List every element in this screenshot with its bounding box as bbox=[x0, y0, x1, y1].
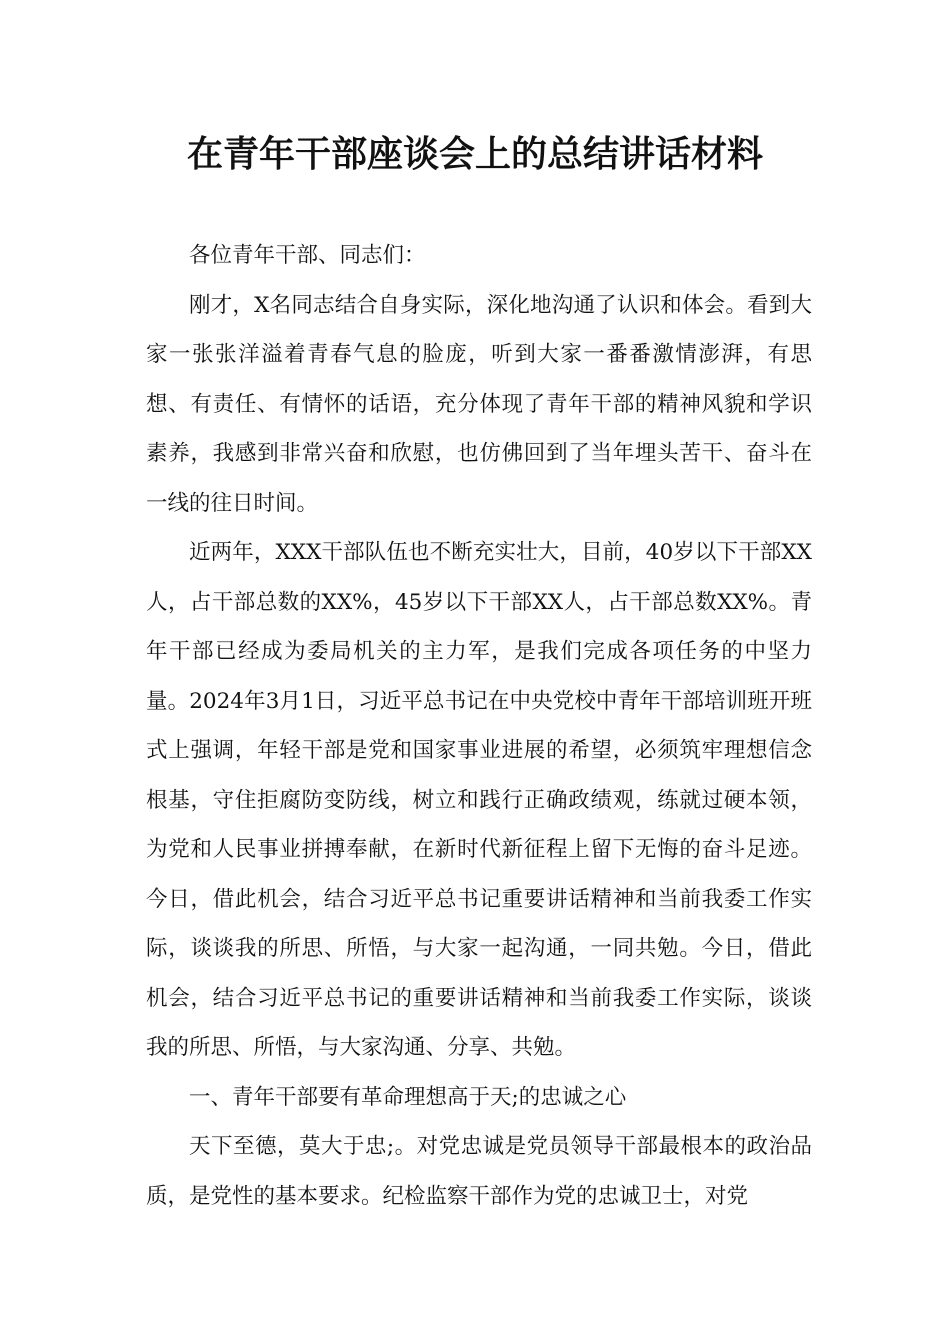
document-title: 在青年干部座谈会上的总结讲话材料 bbox=[186, 134, 763, 175]
body-paragraph: 刚才，X名同志结合自身实际，深化地沟通了认识和体会。看到大家一张张洋溢着青春气息的脸庞，听到大家一番番激情澎湃，有思想、有责任、有情怀的话语，充分体现了青年干部的精神风貌和学识素养，我感到非常兴奋和欣慰，也仿佛回到了当年埋头苦干、奋斗在一线的往日时间。 bbox=[146, 292, 812, 516]
section-heading: 一、青年干部要有革命理想高于天;的忠诚之心 bbox=[189, 1084, 627, 1110]
body-paragraph: 近两年，XXX干部队伍也不断充实壮大，目前，40岁以下干部XX人，占干部总数的XX%，45岁以下干部XX人，占干部总数XX%。青年干部已经成为委局机关的主力军，是我们完成各项任务的中坚力量。2024年3月1日，习近平总书记在中央党校中青年干部培训班开班式上强调，年轻干部是党和国家事业进展的希望，必须筑牢理想信念根基，守住拒腐防变防线，树立和践行正确政绩观，练就过硬本领，为党和人民事业拼搏奉献，在新时代新征程上留下无悔的奋斗足迹。今日，借此机会，结合习近平总书记重要讲话精神和当前我委工作实际，谈谈我的所思、所悟，与大家一起沟通，一同共勉。今日，借此机会，结合习近平总书记的重要讲话精神和当前我委工作实际，谈谈我的所思、所悟，与大家沟通、分享、共勉。 bbox=[146, 540, 812, 1060]
body-paragraph: 天下至德，莫大于忠;。对党忠诚是党员领导干部最根本的政治品质，是党性的基本要求。纪检监察干部作为党的忠诚卫士，对党 bbox=[146, 1134, 812, 1209]
salutation-paragraph: 各位青年干部、同志们： bbox=[189, 243, 426, 268]
document-body bbox=[146, 231, 812, 1221]
